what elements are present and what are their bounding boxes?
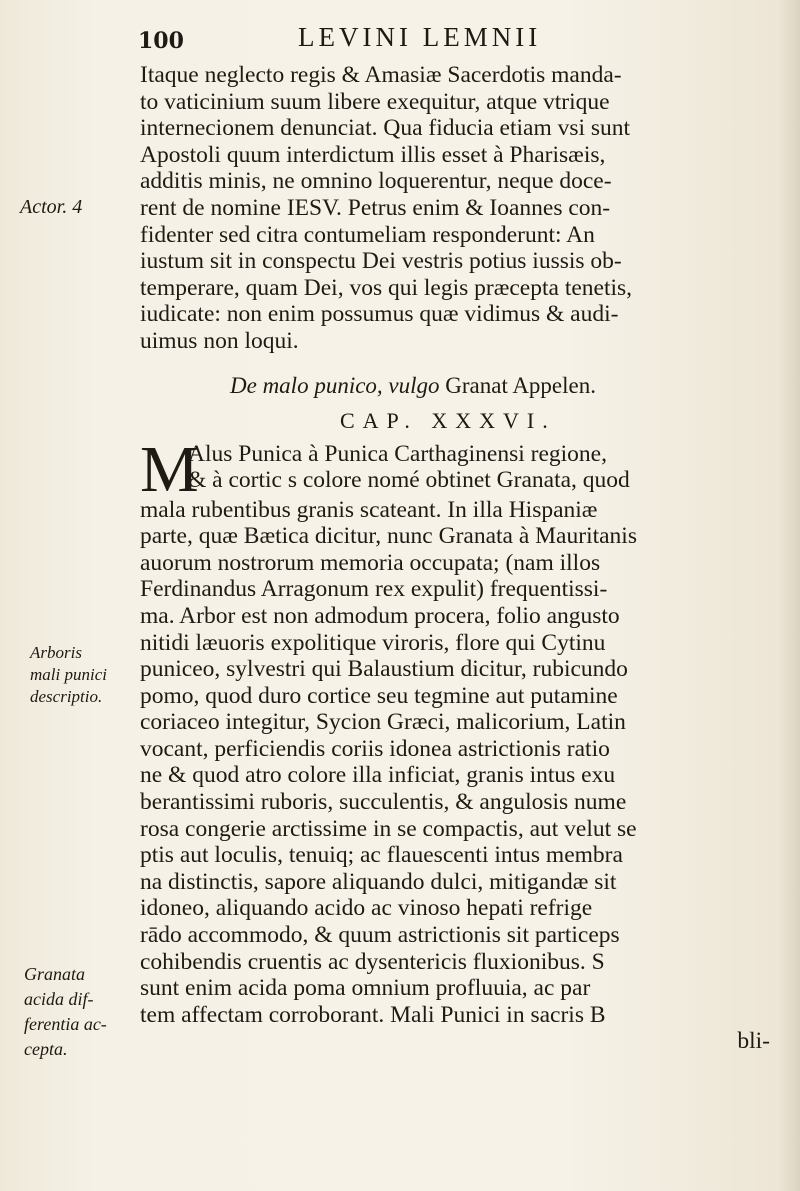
text-line: rent de nomine IESV. Petrus enim & Ioannes con- [140, 194, 611, 221]
chapter-heading: CAP. XXXVI. [340, 407, 556, 433]
section-title-roman: Granat Appelen. [445, 372, 596, 398]
text-line: uimus non loqui. [140, 327, 299, 354]
section-title-italic: De malo punico, vulgo [230, 372, 440, 398]
text-line: coriaceo integitur, Sycion Græci, malicorium, Latin [140, 709, 626, 736]
body-text [140, 62, 790, 1055]
margin-note-line: descriptio. [30, 687, 103, 706]
margin-note-acts: Actor. 4 [20, 196, 83, 218]
text-line: vocant, perficiendis coriis idonea astrictionis ratio [140, 735, 610, 762]
text-line: rosa congerie arctissime in se compactis, aut velut se [140, 815, 637, 842]
text-line: ptis aut loculis, tenuiq; ac flauescenti intus membra [140, 842, 623, 869]
text-line: pomo, quod duro cortice seu tegmine aut putamine [140, 682, 618, 709]
drop-cap: M [140, 440, 199, 497]
margin-note-tree-description [30, 642, 140, 708]
margin-note-line: mali punici [30, 665, 107, 684]
text-line: fidenter sed citra contumeliam responderunt: An [140, 221, 595, 248]
text-line: berantissimi ruboris, succulentis, & angulosis nume [140, 789, 627, 816]
text-line: tem affectam corroborant. Mali Punici in sacris B [140, 1001, 606, 1028]
text-line: Apostoli quum interdictum illis esset à Pharisæis, [140, 141, 606, 168]
paragraph-2 [140, 441, 790, 1055]
page-number: 100 [138, 28, 184, 54]
text-line: parte, quæ Bætica dicitur, nunc Granata à Mauritanis [140, 523, 637, 550]
margin-note-line: acida dif- [24, 989, 94, 1009]
text-line: rādo accommodo, & quum astrictionis sit particeps [140, 922, 620, 949]
text-line: & à cortic s colore nomé obtinet Granata, quod [188, 467, 630, 494]
dropcap-block [140, 441, 790, 497]
text-line: Alus Punica à Punica Carthaginensi regione, [188, 440, 607, 467]
margin-note-granata [24, 962, 134, 1062]
text-line: puniceo, sylvestri qui Balaustium dicitur, rubicundo [140, 656, 628, 683]
paragraph-1 [140, 62, 790, 355]
text-line: nitidi læuoris expolitique viroris, flore qui Cytinu [140, 629, 606, 656]
catchword: bli- [737, 1028, 770, 1055]
text-line: internecionem denunciat. Qua fiducia etiam vsi sunt [140, 115, 631, 142]
text-line: iudicate: non enim possumus quæ vidimus & audi- [140, 301, 619, 328]
text-line: idoneo, aliquando acido ac vinoso hepati refrige [140, 895, 593, 922]
text-line: Ferdinandus Arragonum rex expulit) frequentissi- [140, 576, 608, 603]
text-line: auorum nostrorum memoria occupata; (nam illos [140, 549, 601, 576]
section-title [140, 371, 790, 401]
running-title: LEVINI LEMNII [298, 22, 542, 52]
margin-note-line: Granata [24, 964, 86, 984]
text-line: iustum sit in conspectu Dei vestris potius iussis ob- [140, 248, 622, 275]
text-line: to vaticinium suum libere exequitur, atque vtrique [140, 88, 610, 115]
text-line: cohibendis cruentis ac dysentericis fluxionibus. S [140, 948, 605, 975]
text-line: additis minis, ne omnino loquerentur, neque doce- [140, 168, 612, 195]
margin-note-line: ferentia ac- [24, 1014, 107, 1034]
text-line: ne & quod atro colore illa inficiat, granis intus exu [140, 762, 616, 789]
margin-note-line: cepta. [24, 1039, 68, 1059]
text-line: sunt enim acida poma omnium profluuia, ac par [140, 975, 591, 1002]
text-line: Itaque neglecto regis & Amasiæ Sacerdotis manda- [140, 62, 622, 88]
page-header [138, 22, 608, 62]
margin-note-line: Arboris [30, 643, 82, 662]
text-line: ma. Arbor est non admodum procera, folio angusto [140, 602, 620, 629]
text-line: temperare, quam Dei, vos qui legis præcepta tenetis, [140, 274, 633, 301]
text-line: mala rubentibus granis scateant. In illa Hispaniæ [140, 496, 598, 523]
text-line: na distinctis, sapore aliquando dulci, mitigandæ sit [140, 868, 617, 895]
